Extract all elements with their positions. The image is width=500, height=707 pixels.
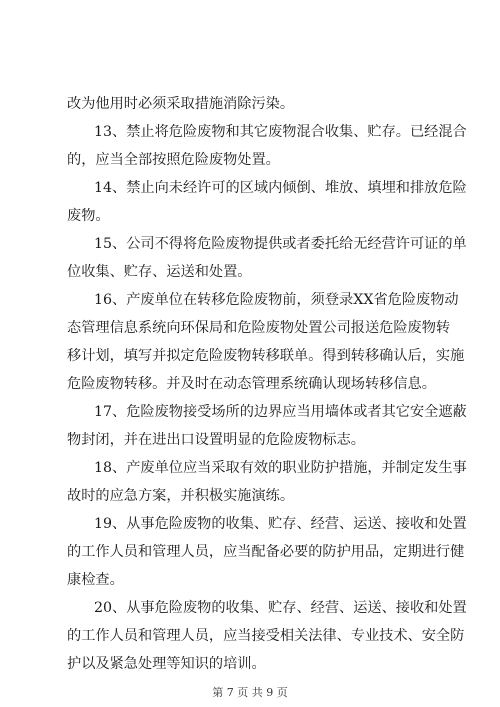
text-line: 护以及紧急处理等知识的培训。: [67, 656, 266, 672]
text-line: 的工作人员和管理人员，应当配备必要的防护用品，定期进行健: [67, 544, 465, 560]
text-line: 康检查。: [67, 572, 124, 588]
page-footer: 第 7 页 共 9 页: [212, 686, 288, 699]
text-line: 19、从事危险废物的收集、贮存、经营、运送、接收和处置: [94, 516, 467, 532]
text-line: 物封闭，并在进出口设置明显的危险废物标志。: [67, 432, 365, 448]
text-line: 改为他用时必须采取措施消除污染。: [67, 96, 295, 112]
text-line: 14、禁止向未经许可的区域内倾倒、堆放、填埋和排放危险: [94, 180, 467, 196]
text-line: 20、从事危险废物的收集、贮存、经营、运送、接收和处置: [94, 600, 467, 616]
text-line: 态管理信息系统向环保局和危险废物处置公司报送危险废物转: [67, 320, 451, 336]
text-line: 危险废物转移。并及时在动态管理系统确认现场转移信息。: [67, 376, 436, 392]
text-line: 13、禁止将危险废物和其它废物混合收集、贮存。已经混合: [94, 124, 467, 140]
text-line: 18、产废单位应当采取有效的职业防护措施，并制定发生事: [94, 460, 467, 476]
text-line: 16、产废单位在转移危险废物前，须登录XX省危险废物动: [94, 292, 459, 308]
text-line: 的，应当全部按照危险废物处置。: [67, 152, 280, 168]
text-line: 17、危险废物接受场所的边界应当用墙体或者其它安全遮蔽: [94, 404, 467, 420]
text-line: 废物。: [67, 208, 110, 224]
text-line: 移计划，填写并拟定危险废物转移联单。得到转移确认后，实施: [67, 348, 465, 364]
text-line: 15、公司不得将危险废物提供或者委托给无经营许可证的单: [94, 236, 467, 252]
text-line: 故时的应急方案，并积极实施演练。: [67, 488, 295, 504]
text-line: 的工作人员和管理人员，应当接受相关法律、专业技术、安全防: [67, 628, 465, 644]
text-line: 位收集、贮存、运送和处置。: [67, 264, 252, 280]
